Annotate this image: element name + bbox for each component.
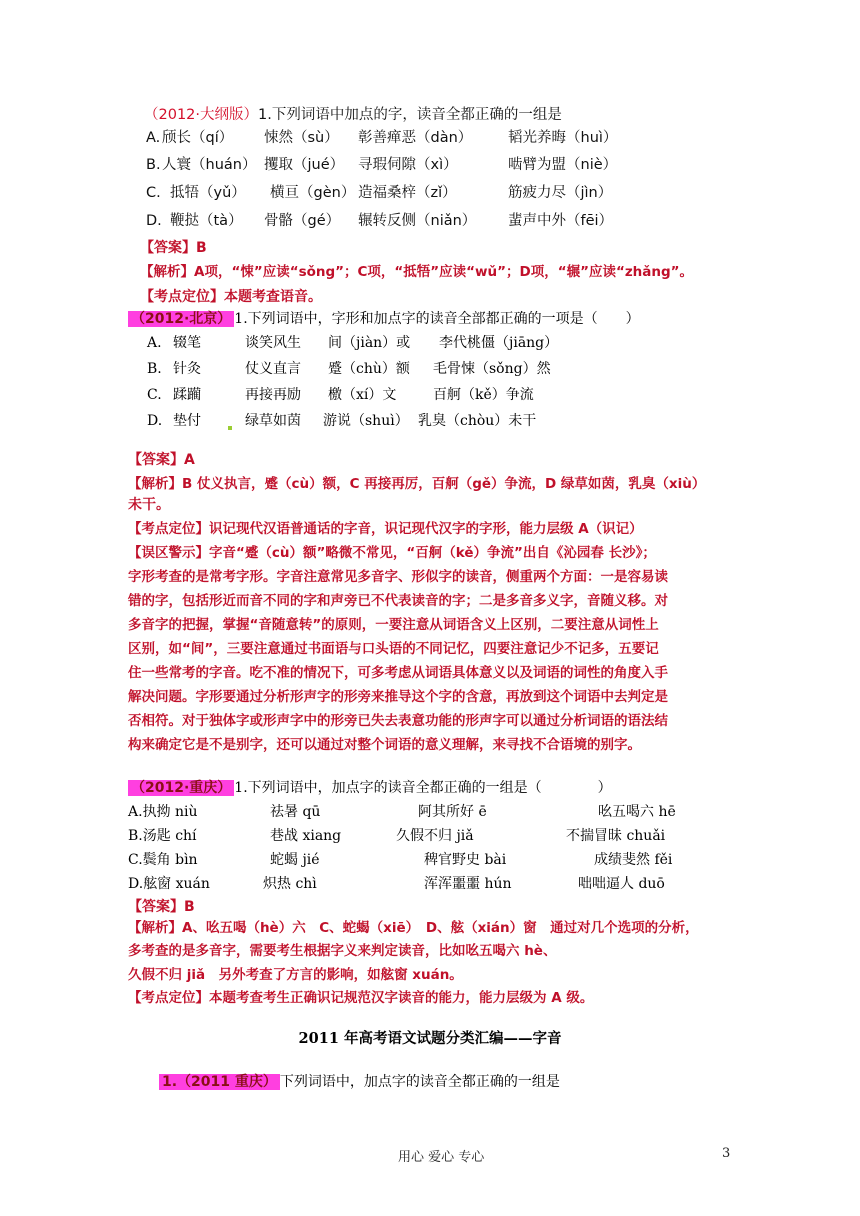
option-row: A. 辍笔 谈笑风生 间（jiàn）或 李代桃僵（jiāng）	[147, 335, 559, 351]
warning-line: 多音字的把握，掌握“音随意转”的原则，一要注意从词语含义上区别，二要注意从词性上	[128, 617, 659, 633]
question-stem: 1.下列词语中加点的字，读音全都正确的一组是	[258, 107, 562, 123]
question-header	[159, 1072, 560, 1092]
question-stem: 下列词语中，加点字的读音全都正确的一组是	[279, 1074, 560, 1090]
section-title: 2011 年高考语文试题分类汇编——字音	[298, 1030, 562, 1047]
source-tag: 1.（2011 重庆）	[159, 1074, 280, 1090]
answer: 【答案】B	[140, 240, 207, 256]
warning-line: 解决问题。字形要通过分析形声字的形旁来推导这个字的含意，再放到这个词语中去判定是	[128, 689, 668, 705]
option-row: C. 蹂躏 再接再励 檄（xí）文 百舸（kě）争流	[147, 387, 534, 403]
analysis: 【解析】A、吆五喝（hè）六 C、蛇蝎（xiē） D、舷（xián）窗 通过对几个选项的分析，	[128, 920, 699, 936]
source-tag: （2012·重庆）	[128, 780, 234, 796]
question-header	[128, 309, 640, 329]
option-row: D. 鞭挞（tà） 骨骼（gé） 辗转反侧（niǎn） 蜚声中外（fēi）	[146, 213, 614, 229]
warning-line: 字形考查的是常考字形。字音注意常见多音字、形似字的读音，侧重两个方面：一是容易读	[128, 569, 668, 585]
analysis: 未干。	[128, 497, 170, 513]
analysis: 【解析】B 仗义执言，蹙（cù）额，C 再接再厉，百舸（gě）争流，D 绿草如茵，乳臭（xiù）	[128, 476, 706, 492]
option-row: D.舷窗 xuán 炽热 chì 浑浑噩噩 hún 咄咄逼人 duō	[128, 876, 665, 892]
option-row: B. 人寰（huán） 攫取（jué） 寻瑕伺隙（xì） 啮臂为盟（niè）	[146, 157, 618, 173]
warning-line: 错的字，包括形近而音不同的字和声旁已不代表读音的字；二是多音多义字，音随义移。对	[128, 593, 668, 609]
option-row: A.执拗 niù 祛暑 qū 阿其所好 ē 吆五喝六 hē	[128, 804, 676, 820]
analysis: 久假不归 jiǎ 另外考查了方言的影响，如舷窗 xuán。	[128, 967, 463, 983]
warning-line: 住一些常考的字音。吃不准的情况下，可多考虑从词语具体意义以及词语的词性的角度入手	[128, 665, 668, 681]
warning-line: 否相符。对于独体字或形声字中的形旁已失去表意功能的形声字可以通过分析词语的语法结	[128, 713, 668, 729]
analysis: 多考查的是多音字，需要考生根据字义来判定读音，比如吆五喝六 hè、	[128, 943, 557, 959]
answer: 【答案】B	[128, 899, 195, 915]
option-row: A. 颀长（qí） 悚然（sù） 彰善瘅恶（dàn） 韬光养晦（huì）	[146, 130, 618, 146]
question-header	[144, 105, 562, 125]
option-row: B. 针灸 仗义直言 蹙（chù）额 毛骨悚（sǒng）然	[147, 361, 551, 377]
question-header	[128, 778, 612, 798]
question-stem: 1.下列词语中，字形和加点字的读音全部都正确的一项是（ ）	[234, 311, 640, 327]
answer: 【答案】A	[128, 452, 195, 468]
key-point: 【考点定位】识记现代汉语普通话的字音，识记现代汉字的字形，能力层级 A（识记）	[128, 521, 643, 537]
option-row: C.鬓角 bìn 蛇蝎 jié 稗官野史 bài 成绩斐然 fěi	[128, 852, 673, 868]
page-number: 3	[722, 1146, 731, 1161]
source-tag: （2012·大纲版）	[144, 107, 259, 123]
key-point: 【考点定位】本题考查语音。	[140, 289, 322, 305]
question-stem: 1.下列词语中，加点字的读音全都正确的一组是（ ）	[234, 780, 612, 796]
key-point: 【考点定位】本题考查考生正确识记规范汉字读音的能力，能力层级为 A 级。	[128, 990, 594, 1006]
option-row: C. 抵牾（yǔ） 横亘（gèn） 造福桑梓（zǐ） 筋疲力尽（jìn）	[146, 185, 613, 201]
source-tag: （2012·北京）	[128, 311, 234, 327]
warning-line: 【误区警示】字音“蹙（cù）额”略微不常见，“百舸（kě）争流”出自《沁园春 长沙》；	[128, 545, 656, 561]
analysis: 【解析】A项，“悚”应读“sǒng”；C项，“抵牾”应读“wǔ”；D项，“辗”应读“zhǎng”。	[140, 264, 694, 280]
option-row: B.汤匙 chí 巷战 xiang 久假不归 jiǎ 不揣冒昧 chuǎi	[128, 828, 666, 844]
footer-motto: 用心 爱心 专心	[398, 1150, 485, 1165]
warning-line: 区别，如“间”，三要注意通过书面语与口头语的不同记忆，四要注意记少不记多，五要记	[128, 641, 659, 657]
green-mark	[228, 426, 232, 430]
option-row: D. 垫付 绿草如茵 游说（shuì） 乳臭（chòu）未干	[147, 413, 537, 429]
warning-line: 构来确定它是不是别字，还可以通过对整个词语的意义理解，来寻找不合语境的别字。	[128, 737, 641, 753]
